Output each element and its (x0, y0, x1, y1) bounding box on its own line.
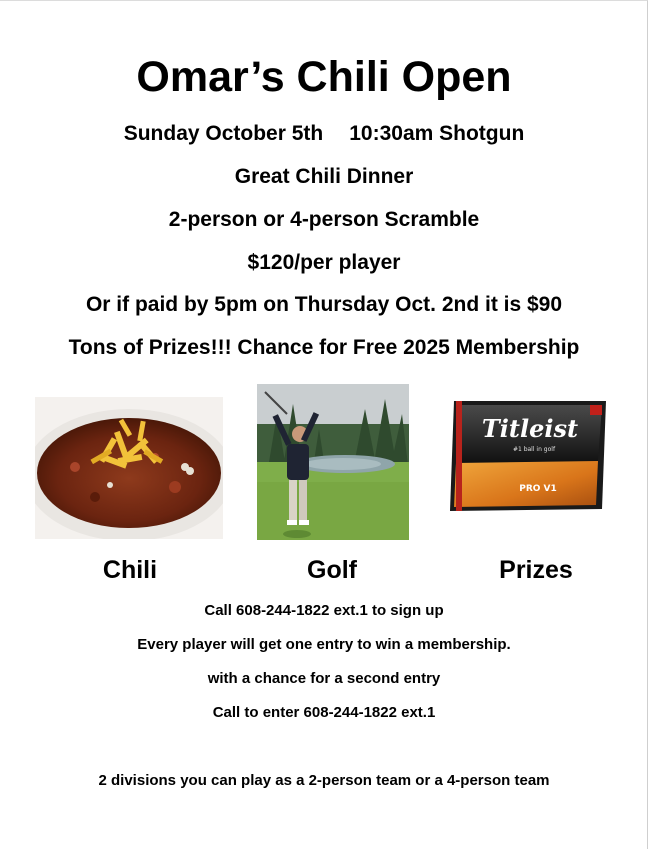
early-price-line: Or if paid by 5pm on Thursday Oct. 2nd it is $90 (85, 293, 563, 316)
chili-photo (35, 397, 223, 539)
second-entry-line: with a chance for a second entry (207, 670, 441, 687)
page-title: Omar’s Chili Open (136, 53, 512, 101)
price-line: $120/per player (247, 251, 401, 274)
start-time: 10:30am Shotgun (349, 122, 525, 145)
divisions-line: 2 divisions you can play as a 2-person team or a 4-person team (98, 772, 550, 789)
golf-photo (257, 384, 409, 540)
dinner-line: Great Chili Dinner (234, 165, 414, 188)
box-model-text: PRO V1 (519, 484, 557, 494)
caption-prizes: Prizes (499, 556, 573, 584)
box-tagline-text: #1 ball in golf (512, 446, 556, 453)
entry-line: Every player will get one entry to win a membership. (137, 636, 511, 653)
prizes-photo (442, 391, 610, 519)
signup-line: Call 608-244-1822 ext.1 to sign up (204, 602, 444, 619)
format-line: 2-person or 4-person Scramble (168, 208, 480, 231)
call-enter-line: Call to enter 608-244-1822 ext.1 (212, 704, 436, 721)
prizes-line: Tons of Prizes!!! Chance for Free 2025 Membership (68, 336, 580, 359)
caption-golf: Golf (307, 556, 357, 584)
event-date: Sunday October 5th (123, 122, 324, 145)
caption-chili: Chili (102, 556, 158, 584)
box-brand-text: Titleist (481, 414, 579, 443)
date-time-line (0, 122, 648, 146)
